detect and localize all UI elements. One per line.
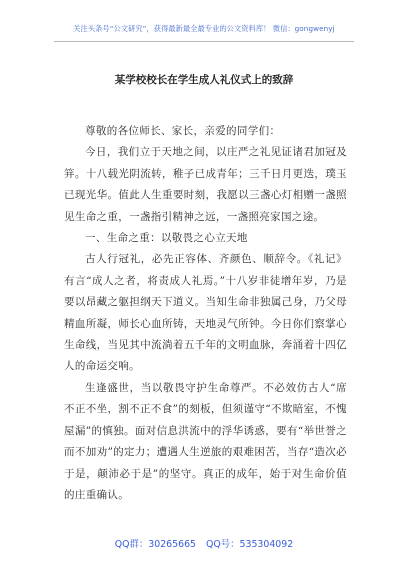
header-banner: 关注头条号“公文研究”，获得最新最全最专业的公文资料库！ 微信：gongwenyj	[73, 24, 335, 33]
salutation-paragraph: 尊敬的各位师长、家长，亲爱的同学们：	[85, 125, 281, 137]
body-paragraph: 古人行冠礼，必先正容体、齐颜色、顺辞令。《礼记》有言“成人之者，将责成人礼焉。”十八岁非徒增年岁，乃是要以昂藏之躯担纲天下道义。当知生命非独属己身，乃父母精血所凝，师长心血所铸，天地灵气所钟。今日你们察掌心生命线，当见其中流淌着五千年的文明血脉，奔涌着十四亿人的命运交响。	[64, 253, 347, 373]
document-title: 某学校校长在学生成人礼仪式上的致辞	[114, 74, 294, 86]
intro-paragraph: 今日，我们立于天地之间，以庄严之礼见证诸君加冠及笄。十八载光阴流转，稚子已成青年；三千日月更迭，璞玉已现光华。值此人生重要时刻，我愿以三盏心灯相赠一盏照见生命之重，一盏指引精神之远，一盏照亮家国之途。	[64, 146, 347, 223]
qq-group: QQ群：30265665	[114, 539, 197, 550]
section-heading: 一、生命之重：以敬畏之心立天地	[85, 232, 248, 245]
document-body	[64, 121, 347, 506]
qq-number: QQ号：535304092	[206, 539, 294, 550]
header-divider	[54, 41, 354, 42]
footer-contact	[0, 536, 408, 550]
body-paragraph: 生逢盛世，当以敬畏守护生命尊严。不必效仿古人“席不正不坐，割不正不食”的刻板，但须谨守“不欺暗室，不愧屋漏”的慎独。面对信息洪流中的浮华诱惑，要有“举世誉之而不加劝”的定力；遭遇人生逆旅的艰难困苦，当存“造次必于是，颠沛必于是”的坚守。真正的成年，始于对生命价值的庄重确认。	[64, 381, 347, 501]
